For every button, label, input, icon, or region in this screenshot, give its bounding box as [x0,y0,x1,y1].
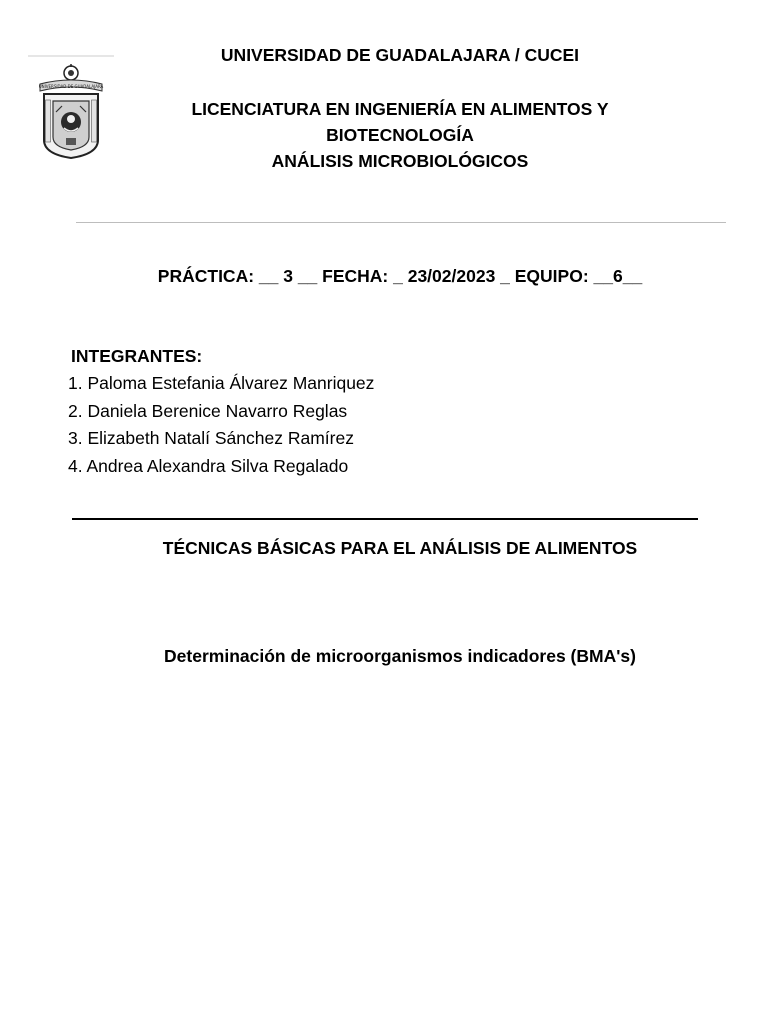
course-title: ANÁLISIS MICROBIOLÓGICOS [271,151,529,171]
members-list [68,370,374,480]
section-divider [72,518,698,520]
member-item: 4. Andrea Alexandra Silva Regalado [68,455,349,476]
member-item: 2. Daniela Berenice Navarro Reglas [68,400,348,421]
header-divider [76,222,726,223]
members-heading: INTEGRANTES: [71,346,203,366]
member-item: 1. Paloma Estefania Álvarez Manriquez [68,373,375,393]
career-title-line1: LICENCIATURA EN INGENIERÍA EN ALIMENTOS Y [191,99,609,119]
section-title: TÉCNICAS BÁSICAS PARA EL ANÁLISIS DE ALIMENTOS [162,538,638,558]
member-item: 3. Elizabeth Natalí Sánchez Ramírez [68,428,354,448]
practice-info-line: PRÁCTICA: __ 3 __ FECHA: _ 23/02/2023 _ EQUIPO: __6__ [157,266,643,286]
svg-text:UNIVERSIDAD DE GUADALAJARA: UNIVERSIDAD DE GUADALAJARA [38,84,104,89]
university-crest-icon [26,54,116,164]
career-title [120,96,680,174]
career-title-line2: BIOTECNOLOGÍA [326,125,474,145]
university-title: UNIVERSIDAD DE GUADALAJARA / CUCEI [220,45,580,65]
topic-title: Determinación de microorganismos indicadores (BMA's) [164,646,636,666]
